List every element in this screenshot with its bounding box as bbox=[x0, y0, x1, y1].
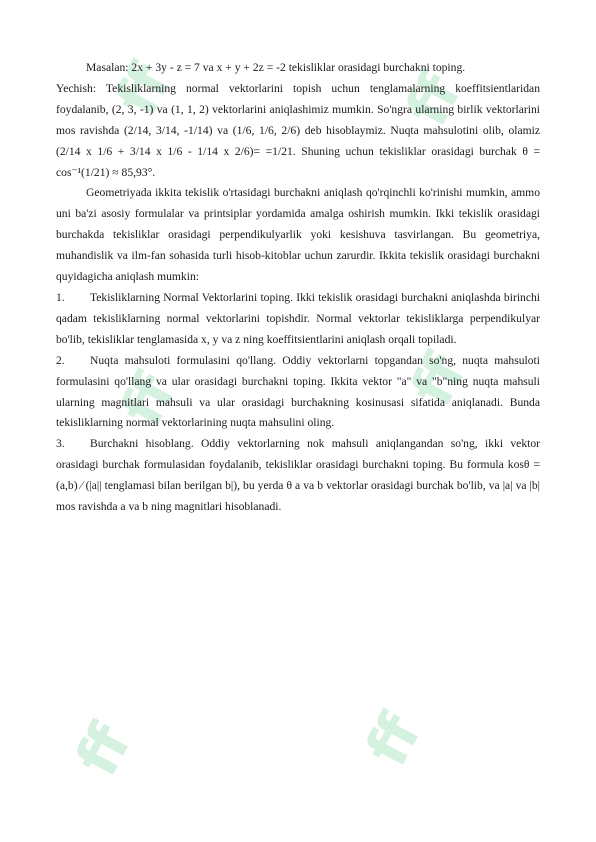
svg-text:ff: ff bbox=[107, 363, 190, 437]
list-number: 3. bbox=[56, 437, 65, 451]
list-item bbox=[56, 351, 540, 435]
list-item bbox=[56, 434, 540, 518]
list-text: Burchakni hisoblang. Oddiy vektorlarning nok mahsuli aniqlangandan so'ng, ikki vektor orasidagi burchak formulasidan foydalanib, tekisliklar orasidagi burchakni toping. Bu formula kosθ = (a,b) ⁄ (|a|| tenglamasi bilan berilgan b|), bu yerda θ a va b vektorlar orasidagi burchak bo'lib, va |a| va |b| mos ravishda a va b ning magnitlari hisoblanadi. bbox=[56, 437, 540, 514]
watermark-logo bbox=[62, 712, 145, 786]
list-text: Nuqta mahsuloti formulasini qo'llang. Oddiy vektorlarni topgandan so'ng, nuqta mahsuloti formulasini qo'llang va ular orasidagi burchakni toping. Ikkita vektor "a" va "b"ning nuqta mahsuli ularning magnitlari mahsuli va ular orasidagi burchakning kosinusasi sifatida aniqlanadi. Bunda tekisliklarning normal vektorlarining nuqta mahsulini oling. bbox=[56, 353, 540, 430]
svg-text:ff: ff bbox=[392, 63, 475, 137]
watermark-logo bbox=[352, 702, 435, 776]
document-body bbox=[56, 58, 540, 518]
list-number: 1. bbox=[56, 290, 65, 304]
svg-text:ff: ff bbox=[397, 343, 480, 417]
solution-paragraph: Yechish: Tekisliklarning normal vektorlarini topish uchun tenglamalarning koeffitsientlaridan foydalanib, (2, 3, -1) va (1, 1, 2) vektorlarini aniqlashimiz mumkin. So'ngra ularning birlik vektorlarini mos ravishda (2/14, 3/14, -1/14) va (1/6, 1/6, 2/6) deb hisoblaymiz. Nuqta mahsulotini olib, olamiz (2/14 x 1/6 + 3/14 x 1/6 - 1/14 x 2/6)= =1/21. Shuning uchun tekisliklar orasidagi burchak θ = cos⁻¹(1/21) ≈ 85,93°. bbox=[56, 81, 540, 179]
list-text: Tekisliklarning Normal Vektorlarini toping. Ikki tekislik orasidagi burchakni aniqlashda birinchi qadam tekisliklarning normal vektorlarini topishdir. Normal vektorlar tekisliklarga perpendikulyar bo'lib, tekisliklar tenglamasida x, y va z ning koeffitsientlarini aniqlash orqali topiladi. bbox=[56, 290, 540, 346]
svg-text:ff: ff bbox=[102, 53, 185, 127]
svg-text:ff: ff bbox=[352, 703, 435, 777]
intro-paragraph: Geometriyada ikkita tekislik o'rtasidagi burchakni aniqlash qo'rqinchli ko'rinishi mumkin, ammo uni ba'zi asosiy formulalar va printsiplar yordamida amalga oshirish mumkin. Ikki tekislik orasidagi burchakda tekisliklar orasidagi perpendikulyarlik yoki kesishuva tasvirlangan. Bu geometriya, muhandislik va ilm-fan sohasida turli hisob-kitoblar uchun zarurdir. Ikkita tekislik orasidagi burchakni quyidagicha aniqlash mumkin: bbox=[56, 186, 540, 284]
example-paragraph: Masalan: 2x + 3y - z = 7 va x + y + 2z = -2 tekisliklar orasidagi burchakni toping. bbox=[86, 61, 466, 74]
svg-text:ff: ff bbox=[62, 713, 145, 787]
list-item bbox=[56, 288, 540, 351]
list-number: 2. bbox=[56, 353, 65, 367]
